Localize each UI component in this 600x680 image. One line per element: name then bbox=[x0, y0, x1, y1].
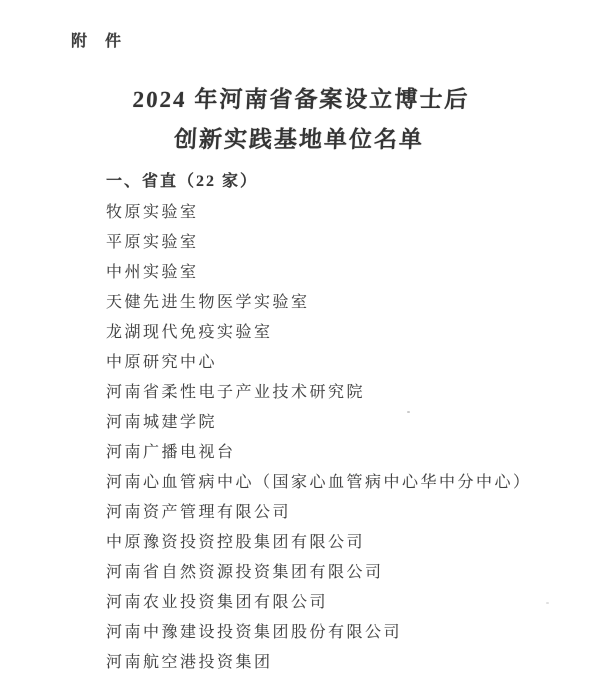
list-item: 河南广播电视台 bbox=[106, 444, 236, 461]
list-item: 中州实验室 bbox=[106, 264, 199, 281]
list-item: 河南航空港投资集团 bbox=[106, 654, 273, 671]
document-title-line1: 2024 年河南省备案设立博士后 bbox=[132, 87, 471, 112]
list-item: 中原豫资投资控股集团有限公司 bbox=[106, 534, 366, 551]
list-item: 河南城建学院 bbox=[106, 414, 218, 431]
list-item: 天健先进生物医学实验室 bbox=[106, 294, 310, 311]
unit-list bbox=[106, 198, 580, 678]
section-heading: 一、省直（22 家） bbox=[106, 173, 259, 190]
list-item: 河南心血管病中心（国家心血管病中心华中分中心） bbox=[106, 474, 532, 491]
list-item: 平原实验室 bbox=[106, 234, 199, 251]
list-item: 河南省柔性电子产业技术研究院 bbox=[106, 384, 366, 401]
scan-speck bbox=[546, 602, 549, 604]
list-item: 河南省自然资源投资集团有限公司 bbox=[106, 564, 384, 581]
list-item: 河南农业投资集团有限公司 bbox=[106, 594, 329, 611]
list-item: 中原研究中心 bbox=[106, 354, 218, 371]
document-title bbox=[0, 80, 600, 160]
list-item: 龙湖现代免疫实验室 bbox=[106, 324, 273, 341]
scan-speck bbox=[407, 411, 410, 413]
list-item: 牧原实验室 bbox=[106, 204, 199, 221]
attachment-label: 附 件 bbox=[71, 33, 123, 50]
list-item: 河南中豫建设投资集团股份有限公司 bbox=[106, 624, 403, 641]
document-title-line2: 创新实践基地单位名单 bbox=[173, 127, 425, 152]
list-item: 河南资产管理有限公司 bbox=[106, 504, 292, 521]
